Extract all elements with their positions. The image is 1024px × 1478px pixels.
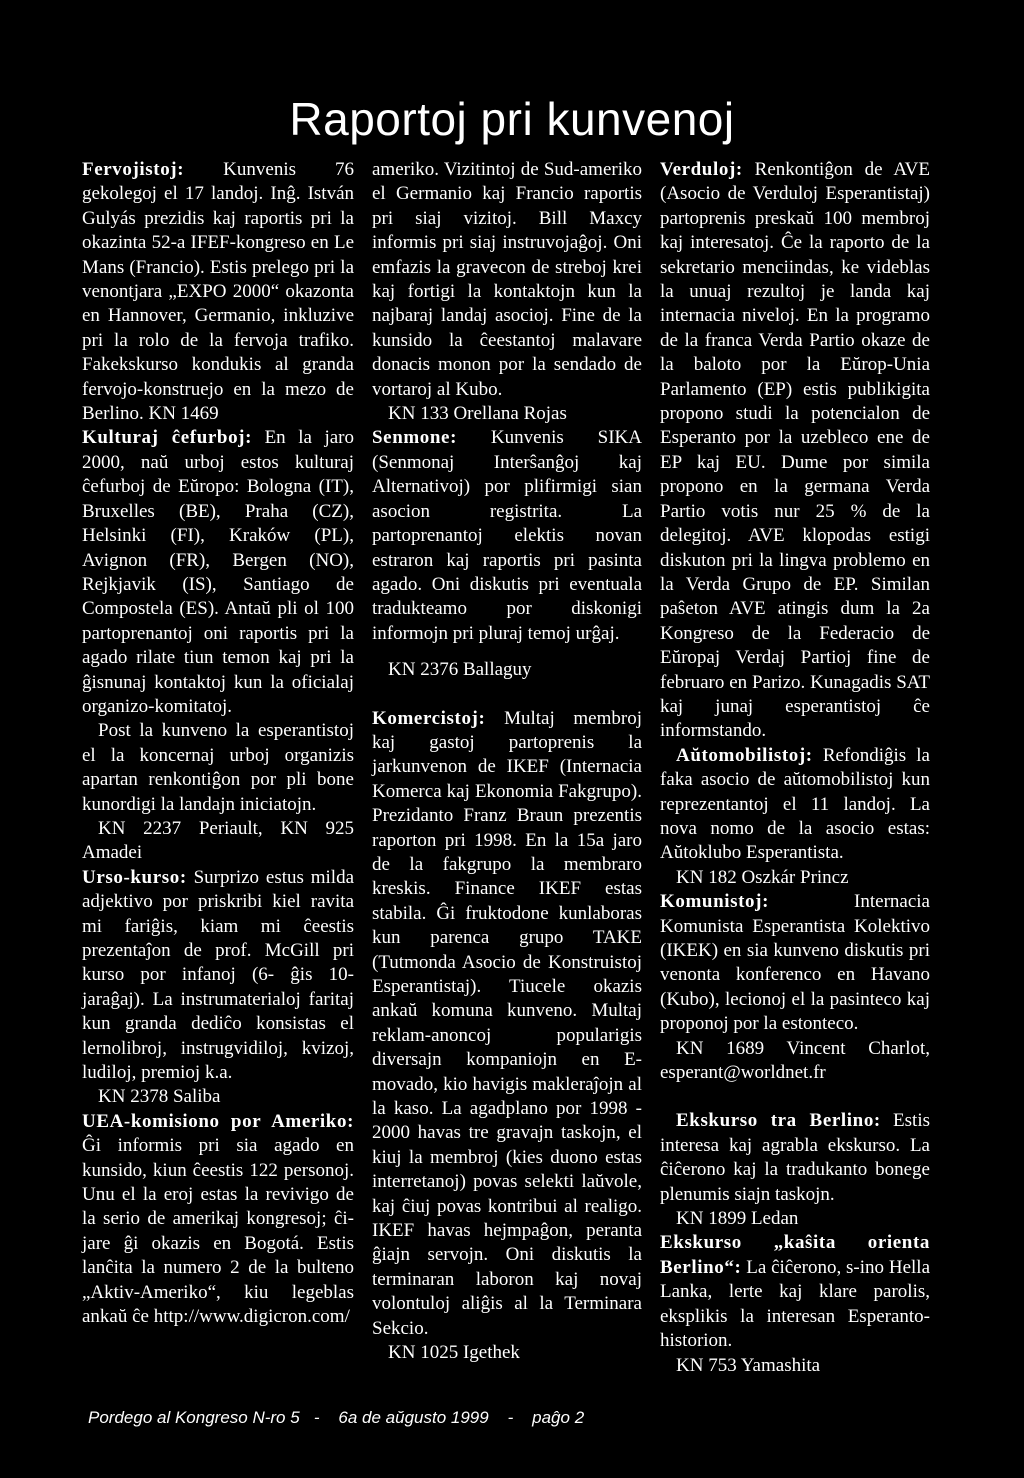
signature <box>372 1341 642 1365</box>
page-title: Raportoj pri kunvenoj <box>289 93 735 145</box>
report-culture-capitals <box>82 426 354 719</box>
body-text: Refondiĝis la faka asocio de aŭtomobilistoj kun reprezentantoj el 11 landoj. La nova nomo de la asocio estas: Aŭtoklubo Esperantista. <box>660 744 930 864</box>
article-columns <box>82 158 930 1378</box>
body-text: KN 1025 Igethek <box>388 1342 520 1364</box>
body-text: La ĉiĉerono, s-ino Hella Lanka, lerte kaj klare parolis, eksplikis la interesan Esperanto-historion. <box>660 1256 930 1352</box>
body-text: En la jaro 2000, naŭ urboj estos kulturaj ĉefurboj de Eŭropo: Bologna (IT), Bruxelles (BE), Praha (CZ), Helsinki (FI), Kraków (PL), Avignon (FR), Bergen (NO), Rejkjavik (IS), Santiago de Compostela (ES). Antaŭ pli ol 100 partoprenantoj oni raportis pri la agado rilate tiun temon kaj pri la ĝisnunaj kontaktoj kun la oficialaj organizo-komitatoj. <box>82 427 354 717</box>
heading: Verduloj: <box>660 159 743 180</box>
body-text: KN 1689 Vincent Charlot, esperant@worldnet.fr <box>660 1037 930 1084</box>
heading: Aŭtomobilistoj: <box>676 744 813 766</box>
signature <box>82 1085 354 1109</box>
column-2 <box>372 158 642 1378</box>
report-east-berlin-excursion <box>660 1231 930 1353</box>
report-merchants <box>372 707 642 1342</box>
paragraph <box>82 719 354 817</box>
signature <box>660 1354 930 1378</box>
body-text: KN 1899 Ledan <box>676 1208 799 1230</box>
heading: Komunistoj: <box>660 891 769 913</box>
heading: Urso-kurso: <box>82 866 187 888</box>
report-motorists <box>660 744 930 866</box>
body-text: Kunvenis 76 gekolegoj el 17 landoj. Inĝ. István Gulyás prezidis kaj raportis pri la okazinta 52-a IFEF-kongreso en Le Mans (Francio). Estis prelego pri la venontjara „EXPO 2000“ okazonta en Hannover, Germanio, inkluzive pri la rolo de la fervoja trafiko. Fakekskurso kondukis al granda fervojo-konstruejo en la mezo de Berlino. KN 1469 <box>82 159 354 425</box>
paragraph <box>372 158 642 402</box>
column-3 <box>660 158 930 1378</box>
body-text: Multaj membroj kaj gastoj partoprenis la jarkunvenon de IKEF (Internacia Komerca kaj Ekonomia Fakgrupo). Prezidanto Franz Braun prezentis raporton pri 1998. En la 15a jaro de la fakgrupo la membraro kreskis. Finance IKEF estas stabila. Ĝi fruktodone kunlaboras kun parenca grupo TAKE (Tutmonda Asocio de Konstruistoj Esperantistaj). Tiucele okazis ankaŭ komuna kunveno. Multaj reklam-anoncoj popularigis diversajn kompaniojn en E-movado, kio havigis makleraĵojn al la kaso. La agadplano por 1998 - 2000 havas tre gravajn taskojn, el kiuj la membroj (kies duono estas interretanoj) povas selekti laŭvole, kaj ĉiuj povas kontribui al realigo. IKEF havas hejmpaĝon, peranta ĝiajn servojn. Oni diskutis la terminaran laboron kaj novaj volontuloj aliĝis al la Terminara Sekcio. <box>372 707 642 1339</box>
body-text: Kunvenis SIKA (Senmonaj Interŝanĝoj kaj Alternativoj) por plifirmigi sian asocion registrita. La partoprenantoj elektis novan estraron kaj raportis pri pasinta agado. Oni diskutis pri eventuala tradukteamo por diskonigi informojn pri pluraj temoj urĝaj. <box>372 427 642 644</box>
heading: Ekskurso „kaŝita orienta Berlino“: <box>660 1232 930 1278</box>
signature <box>660 1037 930 1086</box>
body-text: KN 2237 Periault, KN 925 Amadei <box>82 817 354 864</box>
signature <box>82 817 354 866</box>
report-communists <box>660 890 930 1036</box>
body-text: Surprizo estus milda adjektivo por priskribi kiel ravita mi fariĝis, kiam mi ĉeestis prezentaĵon de prof. McGill pri kurso por infanoj (6- ĝis 10-jaraĝaj). La instrumaterialoj faritaj kun granda dediĉo konsistas el lernolibroj, instrugvidiloj, kvizoj, ludiloj, premioj k.a. <box>82 866 354 1084</box>
column-1 <box>82 158 354 1378</box>
body-text: Post la kunveno la esperantistoj el la koncernaj urboj organizis apartan renkontiĝon por pli bone kunordigi la landajn iniciatojn. <box>82 720 354 815</box>
heading: UEA-komisiono por Ameriko: <box>82 1110 354 1132</box>
signature <box>372 658 642 682</box>
heading: Komercistoj: <box>372 707 486 729</box>
report-moneyless <box>372 426 642 646</box>
body-text: KN 133 Orellana Rojas <box>388 403 567 425</box>
body-text: KN 2378 Saliba <box>98 1086 221 1108</box>
signature <box>660 866 930 890</box>
heading: Senmone: <box>372 427 458 449</box>
signature <box>372 402 642 426</box>
page-footer: Pordego al Kongreso N-ro 5 - 6a de aŭgusto 1999 - paĝo 2 <box>88 1408 585 1427</box>
body-text: ameriko. Vizitintoj de Sud-ameriko el Germanio kaj Francio raportis pri siaj vizitoj. Bill Maxcy informis pri siaj instruvojaĝoj. Oni emfazis la gravecon de streboj krei kaj fortigi la kontaktojn kun la najbaraj landaj asocioj. Fine de la kunsido la ĉeestantoj malavare donacis monon por la sendado de vortaroj al Kubo. <box>372 159 642 400</box>
body-text: KN 182 Oszkár Princz <box>676 866 849 888</box>
body-text: Estis interesa kaj agrabla ekskurso. La ĉiĉerono kaj la tradukanto bonege plenumis siajn taskojn. <box>660 1110 930 1205</box>
body-text: Renkontiĝon de AVE (Asocio de Verduloj Esperantistaj) partoprenis preskaŭ 100 membroj kaj interesatoj. Ĉe la raporto de la sekretario menciindas, ke videblas la unuaj rezultoj je landa kaj internacia niveloj. En la programo de la franca Verda Partio okaze de la baloto por la Eŭrop-Unia Parlamento (EP) estis publikigita propono studi la potencialon de Esperanto por la uzebleco ene de EP kaj EU. Dume por simila propono en la germana Verda Partio votis nur 25 % de la delegitoj. AVE klopodas estigi diskuton pri la lingva problemo en la Verda Grupo de EP. Similan paŝeton AVE atingis dum la 2a Kongreso de la Federacio de Eŭropaj Verdaj Partioj fine de februaro en Parizo. Kunagadis SAT kaj junaj esperantistoj ĉe informstando. <box>660 159 930 742</box>
report-uea-america <box>82 1110 354 1330</box>
body-text: KN 2376 Ballaguy <box>388 659 532 681</box>
heading: Kulturaj ĉefurboj: <box>82 427 253 449</box>
report-berlin-excursion <box>660 1109 930 1207</box>
body-text: KN 753 Yamashita <box>676 1354 821 1376</box>
signature <box>660 1207 930 1231</box>
report-bear-course <box>82 866 354 1086</box>
heading: Ekskurso tra Berlino: <box>676 1110 881 1132</box>
heading: Fervojistoj: <box>82 159 185 180</box>
report-railway <box>82 158 354 426</box>
report-greens <box>660 158 930 744</box>
body-text: Internacia Komunista Esperantista Kolektivo (IKEK) en sia kunveno diskutis pri venonta konferenco en Havano (Kubo), lecionoj el la pasinteco kaj proponoj por la estonteco. <box>660 891 930 1035</box>
body-text: Ĝi informis pri sia agado en kunsido, kiun ĉeestis 122 personoj. Unu el la eroj estas la revivigo de la serio de amerikaj kongresoj; ĉi-jare ĝi okazis en Bogotá. Estis lanĉita la numero 2 de la bulteno „Aktiv-Ameriko“, kiu legeblas ankaŭ ĉe http://www.digicron.com/ <box>82 1135 354 1328</box>
